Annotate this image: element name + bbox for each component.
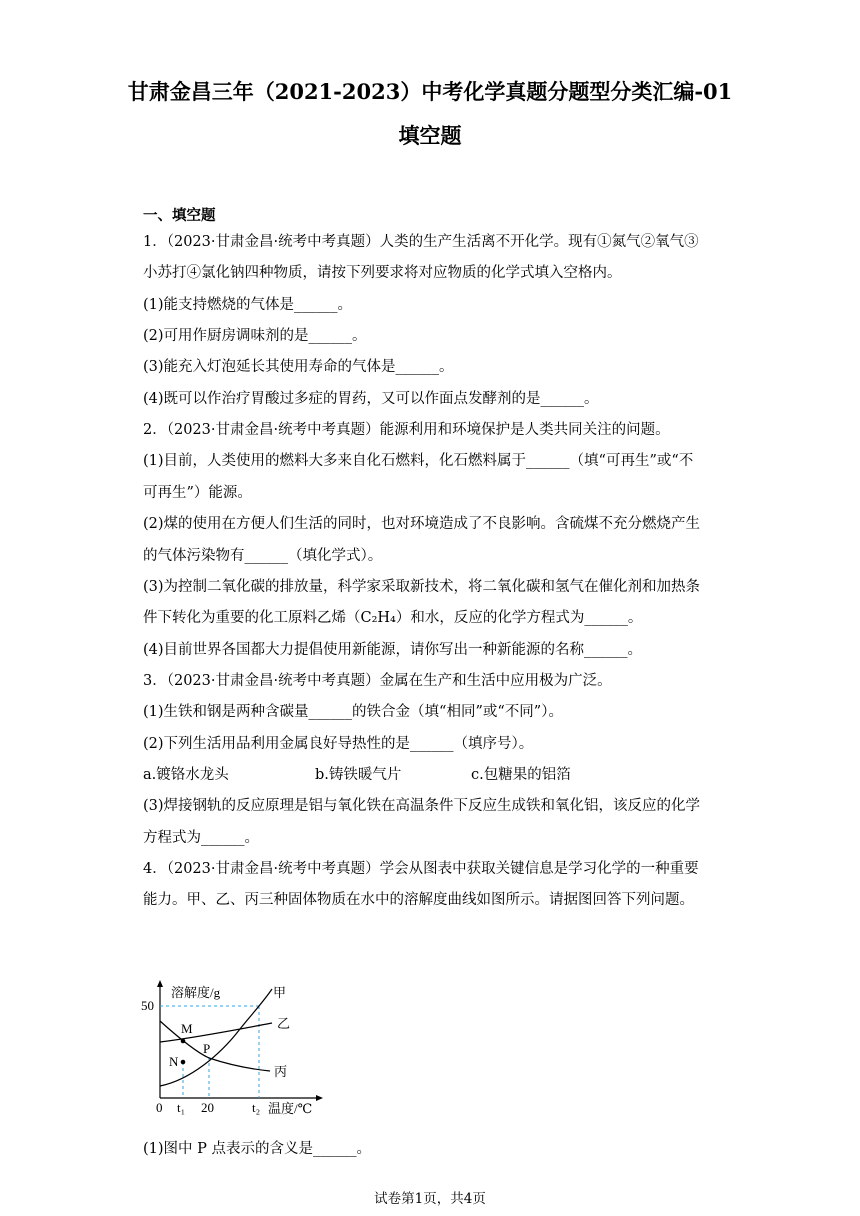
text-line: 2．（2023·甘肃金昌·统考中考真题）能源利用和环境保护是人类共同关注的问题。 — [143, 422, 670, 439]
text-line: (2)下列生活用品利用金属良好导热性的是______（填序号）。 — [143, 735, 534, 752]
question-4-part-1: (1)图中 P 点表示的含义是______。 — [143, 1141, 372, 1157]
series-label-jia: 甲 — [273, 985, 287, 1000]
document-subtitle: 填空题 — [398, 123, 462, 148]
text-line: (4)目前世界各国都大力提倡使用新能源，请你写出一种新能源的名称______。 — [143, 641, 643, 658]
text-line: 1．（2023·甘肃金昌·统考中考真题）人类的生产生活离不开化学。现有①氮气②氧气③ — [143, 234, 699, 250]
text-line: 方程式为______。 — [143, 829, 259, 846]
curve-yi — [160, 1023, 272, 1042]
text-line: 能力。甲、乙、丙三种固体物质在水中的溶解度曲线如图所示。请据图回答下列问题。 — [143, 892, 694, 909]
x-axis-arrow — [316, 1095, 323, 1101]
text-line: 4．（2023·甘肃金昌·统考中考真题）学会从图表中获取关键信息是学习化学的一种重要 — [143, 861, 699, 877]
option-a: a.镀铬水龙头 — [143, 766, 229, 783]
x-tick-20: 20 — [201, 1100, 214, 1115]
text-line: 3．（2023·甘肃金昌·统考中考真题）金属在生产和生活中应用极为广泛。 — [143, 672, 612, 689]
solubility-chart — [140, 977, 330, 1117]
text-line: 可再生”）能源。 — [143, 484, 252, 501]
point-m-dot — [181, 1039, 186, 1044]
x-axis-label: 温度/℃ — [268, 1101, 313, 1116]
text-line: 小苏打④氯化钠四种物质，请按下列要求将对应物质的化学式填入空格内。 — [143, 265, 622, 282]
y-tick-50: 50 — [141, 998, 154, 1013]
text-line: (3)为控制二氧化碳的排放量，科学家采取新技术，将二氧化碳和氢气在催化剂和加热条 — [143, 578, 701, 595]
text-line: (2)煤的使用在方便人们生活的同时，也对环境造成了不良影响。含硫煤不充分燃烧产生 — [143, 516, 701, 533]
x-tick-t2: t₂ — [252, 1100, 261, 1115]
option-c: c.包糖果的铝箔 — [471, 766, 571, 783]
option-b: b.铸铁暖气片 — [315, 766, 402, 783]
text-line: (3)焊接钢轨的反应原理是铝与氧化铁在高温条件下反应生成铁和氧化铝，该反应的化学 — [143, 798, 701, 815]
point-p-label: P — [203, 1041, 211, 1056]
text-line: 件下转化为重要的化工原料乙烯（C₂H₄）和水，反应的化学方程式为______。 — [143, 610, 643, 627]
series-label-bing: 丙 — [274, 1064, 288, 1079]
point-m-label: M — [181, 1021, 193, 1036]
y-axis-arrow — [157, 980, 163, 987]
document-title: 甘肃金昌三年（2021-2023）中考化学真题分题型分类汇编-01 — [127, 79, 733, 104]
point-n-label: N — [169, 1054, 179, 1069]
curve-jia — [160, 989, 272, 1086]
text-line: (3)能充入灯泡延长其使用寿命的气体是______。 — [143, 359, 454, 376]
section-heading: 一、填空题 — [143, 207, 216, 224]
y-axis-label: 溶解度/g — [171, 985, 221, 1000]
text-line: (2)可用作厨房调味剂的是______。 — [143, 328, 367, 345]
text-line: (1)生铁和钢是两种含碳量______的铁合金（填“相同”或“不同”）。 — [143, 704, 563, 721]
point-n-dot — [181, 1060, 186, 1065]
text-line: (4)既可以作治疗胃酸过多症的胃药，又可以作面点发酵剂的是______。 — [143, 390, 599, 407]
series-label-yi: 乙 — [277, 1016, 291, 1031]
x-tick-0: 0 — [156, 1100, 163, 1115]
page-footer: 试卷第1页，共4页 — [374, 1191, 486, 1207]
x-tick-t1: t₁ — [177, 1100, 186, 1115]
text-line: (1)目前，人类使用的燃料大多来自化石燃料，化石燃料属于______（填“可再生”或“不 — [143, 453, 694, 470]
text-line: 的气体污染物有______（填化学式）。 — [143, 547, 383, 564]
text-line: (1)能支持燃烧的气体是______。 — [143, 296, 353, 313]
